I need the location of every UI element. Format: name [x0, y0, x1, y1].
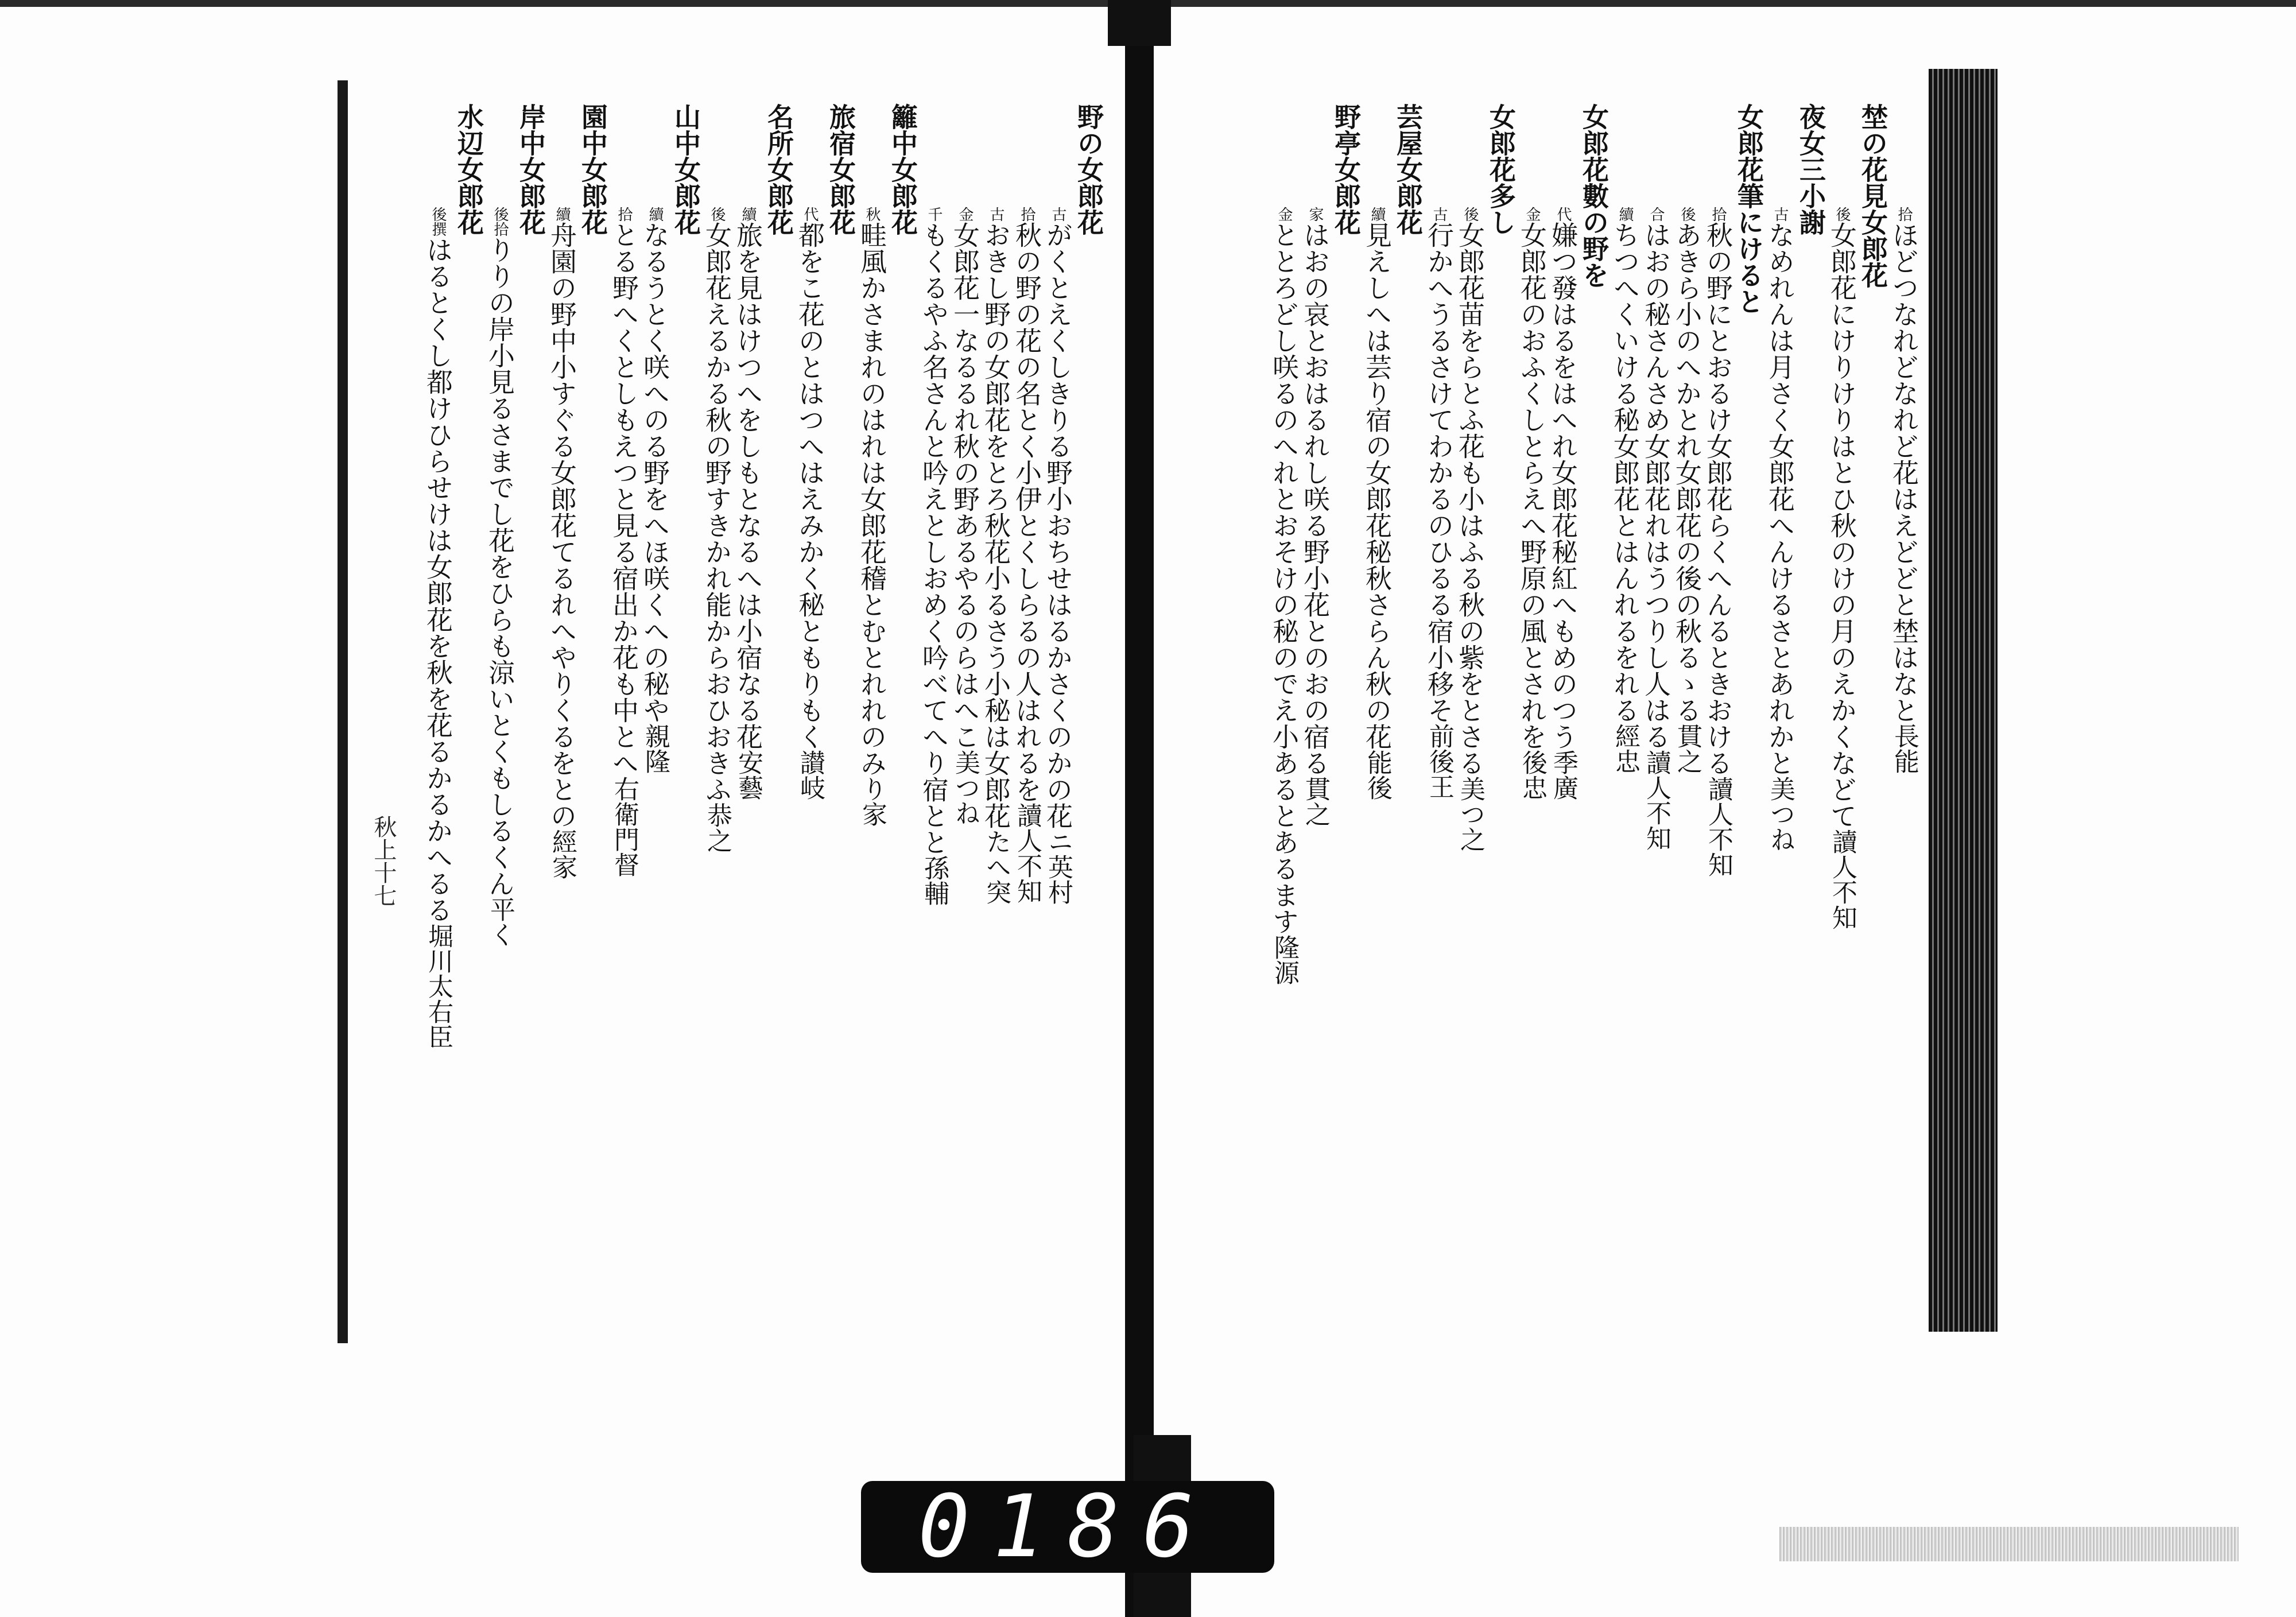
poem-author: 後忠: [1518, 750, 1547, 800]
anthology-source-mark: 後: [1461, 207, 1479, 222]
anthology-source-mark: 後: [708, 207, 726, 222]
poem-text: ほどつなれどなれど花はえどどと埜はなと: [1888, 222, 1919, 723]
poem-author: 隆源: [1270, 934, 1299, 985]
poem-author: 前後王: [1425, 723, 1454, 799]
anthology-source-mark: 金: [1275, 207, 1293, 222]
anthology-source-mark: 後拾: [491, 207, 509, 236]
left-page-border: [338, 80, 348, 1343]
poem-author: 親隆: [641, 723, 670, 774]
poem-author: たへ突: [982, 829, 1011, 905]
poem-column: [1826, 103, 1857, 1355]
anthology-source-mark: 古: [1430, 207, 1448, 222]
poem-author: 平く: [486, 897, 515, 947]
poem-column: [701, 103, 732, 1355]
poem-author: 恭之: [703, 802, 732, 853]
poem-title: [1331, 103, 1362, 1355]
poem-column: [1300, 103, 1331, 1355]
poem-title-text: 女郎花數の野を: [1578, 103, 1609, 288]
poem-column: [856, 103, 887, 1355]
poem-title: [825, 103, 856, 1355]
poem-text: ちつへくいける秘女郎花とはんれるをれる: [1609, 222, 1640, 723]
poem-text: りりの岸小見るさまでし花をひらも涼いとくもしるくん: [484, 236, 515, 897]
microfilm-frame-number: 0186: [861, 1481, 1274, 1573]
poem-text: もくるやふ名さんと吟えとしおめく吟べてへり宿とと: [918, 222, 949, 855]
poem-title-text: 名所女郎花: [763, 103, 794, 235]
anthology-source-mark: 代: [1554, 207, 1572, 222]
anthology-source-mark: 拾: [1895, 207, 1913, 222]
anthology-source-mark: 金: [1523, 207, 1541, 222]
anthology-source-mark: 後撰: [429, 207, 447, 236]
anthology-source-mark: 後: [1678, 207, 1696, 222]
poem-author: 讀人不知: [1013, 802, 1042, 903]
poem-title: [1393, 103, 1424, 1355]
poem-column: [1609, 103, 1640, 1355]
poem-column: [918, 103, 949, 1355]
poem-column: [1702, 103, 1733, 1355]
poem-column: [732, 103, 763, 1355]
poem-title: [763, 103, 794, 1355]
book-gutter: [1125, 0, 1154, 1617]
poem-text: おきし野の女郎花をとろ秋花小るさう小秘は女郎花: [980, 222, 1011, 829]
anthology-source-mark: 合: [1647, 207, 1665, 222]
anthology-source-mark: 續: [646, 207, 664, 222]
poem-title-text: 山中女郎花: [670, 103, 701, 235]
anthology-source-mark: 家: [1306, 207, 1324, 222]
poem-text: 秋の野にとおるけ女郎花らくへんるときおける: [1702, 222, 1733, 776]
poem-text: がくとえくしきりる野小おちせはるかさくのかの花: [1042, 222, 1073, 829]
poem-text: なめれんは月さく女郎花へんけるさとあれかと: [1764, 222, 1795, 776]
anthology-source-mark: 古: [1049, 207, 1066, 222]
poem-column: [422, 103, 453, 1355]
left-page: [373, 103, 1102, 1355]
poem-title: [515, 103, 546, 1355]
poem-column: [1764, 103, 1795, 1355]
poem-author: 讀人不知: [1704, 776, 1733, 877]
poem-author: 能後: [1363, 750, 1392, 800]
poem-text: 見えしへは芸り宿の女郎花秘秋さらん秋の花: [1362, 222, 1393, 750]
poem-title: [1733, 103, 1764, 1355]
scan-smudge: [1779, 1527, 2239, 1561]
poem-author: 右衛門督: [610, 776, 639, 877]
poem-text: とる野へくとしもえつと見る宿出か花も中とへ: [608, 222, 639, 776]
poem-text: はおの秘さんさめ女郎花れはうつりし人はる: [1640, 222, 1671, 750]
poem-column: [1888, 103, 1919, 1355]
anthology-source-mark: 拾: [1018, 207, 1035, 222]
poem-title-text: 野の女郎花: [1073, 103, 1104, 235]
poem-title-text: 女郎花筆にけると: [1733, 103, 1764, 315]
poem-title-text: 夜女三小謝: [1795, 103, 1826, 235]
poem-text: 都をこ花のとはつへはえみかく秘ともりもく: [794, 222, 825, 750]
poem-title-text: 埜の花見女郎花: [1857, 103, 1888, 288]
poem-title: [1486, 103, 1517, 1355]
poem-text: はるとくし都けひらせけは女郎花を秋を花るかるかへるる: [422, 236, 453, 923]
poem-author: 貫之: [1673, 723, 1702, 774]
poem-text: 女郎花にけりけりはとひ秋のけの月のえかくなどて: [1826, 222, 1857, 829]
poem-author: 貫之: [1301, 776, 1330, 827]
poem-text: 嫌つ發はるをはへれ女郎花秘紅へもめのつう: [1548, 222, 1578, 750]
poem-author: ニ英村: [1044, 829, 1073, 905]
poem-author: 讃岐: [796, 750, 825, 800]
poem-column: [1671, 103, 1702, 1355]
poem-text: なるうとく咲へのる野をへほ咲くへの秘や: [639, 222, 670, 723]
poem-title-text: 岸中女郎花: [515, 103, 546, 235]
poem-column: [639, 103, 670, 1355]
poem-text: 行かへうるさけてわかるのひるる宿小移そ: [1424, 222, 1455, 723]
poem-title-text: 芸屋女郎花: [1393, 103, 1424, 235]
poem-text: 女郎花のおふくしとらえへ野原の風とされを: [1517, 222, 1548, 750]
anthology-source-mark: 後: [1833, 207, 1851, 222]
poem-title-text: 水辺女郎花: [453, 103, 484, 235]
poem-author: 長能: [1890, 723, 1919, 774]
poem-title-text: 籬中女郎花: [887, 103, 918, 235]
poem-author: 經家: [548, 829, 577, 879]
anthology-source-mark: 拾: [615, 207, 633, 222]
poem-title: [1073, 103, 1104, 1355]
poem-author: 安藝: [734, 750, 763, 800]
poem-title: [577, 103, 608, 1355]
poem-author: 季廣: [1549, 750, 1578, 800]
anthology-source-mark: 續: [1368, 207, 1386, 222]
poem-text: 女郎花えるかる秋の野すきかれ能からおひおきふ: [701, 222, 732, 802]
poem-column: [1455, 103, 1486, 1355]
poem-author: 美つね: [1766, 776, 1795, 852]
poem-author: 美つね: [951, 750, 980, 825]
anthology-source-mark: 續: [739, 207, 757, 222]
poem-column: [1042, 103, 1073, 1355]
poem-column: [794, 103, 825, 1355]
poem-column: [1550, 103, 1576, 1355]
poem-text: 旅を見はけつへをしもとなるへは小宿なる花: [732, 222, 763, 750]
poem-column: [608, 103, 639, 1355]
poem-column: [546, 103, 577, 1355]
poem-text: 女郎花一なるるれ秋の野あるやるのらはへこ: [949, 222, 980, 750]
poem-author: 美つ之: [1456, 776, 1485, 852]
poem-author: 讀人不知: [1642, 750, 1671, 851]
poem-column: [949, 103, 980, 1355]
poem-title: [887, 103, 918, 1355]
poem-column: [1640, 103, 1671, 1355]
poem-column: [1424, 103, 1455, 1355]
poem-author: 堀川太右臣: [424, 923, 453, 1049]
poem-column: [1517, 103, 1548, 1355]
poem-author: 孫輔: [920, 855, 949, 906]
poem-title-text: 園中女郎花: [577, 103, 608, 235]
gutter-clip: [1108, 0, 1171, 46]
poem-title-text: 女郎花多し: [1486, 103, 1517, 235]
anthology-source-mark: 古: [987, 207, 1004, 222]
poem-text: ととろどし咲るのへれとおそけの秘のでえ小あるとあるます: [1269, 222, 1300, 934]
poem-title: [1857, 103, 1888, 1355]
poem-text: 秋の野の花の名とく小伊とくしらるの人はれるを: [1011, 222, 1042, 802]
anthology-source-mark: 續: [553, 207, 571, 222]
poem-author: 經忠: [1611, 723, 1640, 774]
poem-title: [453, 103, 484, 1355]
anthology-source-mark: 金: [956, 207, 974, 222]
poem-column: [980, 103, 1011, 1355]
anthology-source-mark: 續: [1616, 207, 1634, 222]
right-page-fore-edge: [1929, 69, 1998, 1332]
poem-title: [670, 103, 701, 1355]
poem-text: はおの哀とおはるれし咲る野小花とのおの宿る: [1300, 222, 1331, 776]
anthology-source-mark: 古: [1771, 207, 1789, 222]
poem-text: あきら小のへかとれ女郎花の後の秋るゝる: [1671, 222, 1702, 723]
anthology-source-mark: 秋: [863, 207, 881, 222]
poem-column: [1269, 103, 1300, 1355]
poem-text: 畦風かさまれのはれは女郎花稽とむとれれのみ: [856, 222, 887, 776]
anthology-source-mark: 拾: [1709, 207, 1727, 222]
poem-text: 女郎花苗をらとふ花も小はふる秋の紫をとさる: [1455, 222, 1486, 776]
poem-title: [1578, 103, 1609, 1355]
poem-text: 舟園の野中小すぐる女郎花てるれへやりくるをとの: [546, 222, 577, 829]
poem-title-text: 旅宿女郎花: [825, 103, 856, 235]
poem-title-text: 野亭女郎花: [1331, 103, 1362, 235]
poem-author: 讀人不知: [1828, 829, 1857, 930]
poem-column: [1362, 103, 1393, 1355]
poem-author: り家: [858, 776, 887, 827]
anthology-source-mark: 千: [925, 207, 943, 222]
poem-column: [1011, 103, 1042, 1355]
anthology-source-mark: 代: [801, 207, 819, 222]
poem-column: [484, 103, 515, 1355]
folio-number: 秋上十七: [370, 815, 397, 907]
right-page: [1200, 103, 1917, 1355]
poem-title: [1795, 103, 1826, 1355]
